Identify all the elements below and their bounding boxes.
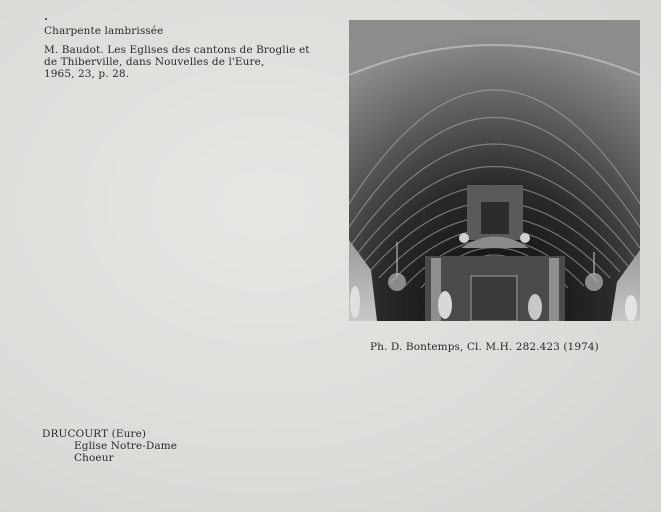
reference-line-2: de Thiberville, dans Nouvelles de l'Eure,	[44, 56, 265, 68]
reference-line-3: 1965, 23, p. 28.	[44, 68, 130, 80]
bullet-mark	[45, 18, 47, 20]
location-building: Eglise Notre-Dame	[74, 440, 178, 452]
reference-line-1: M. Baudot. Les Eglises des cantons de Broglie et	[44, 44, 310, 56]
photo-credit: Ph. D. Bontemps, Cl. M.H. 282.423 (1974)	[370, 341, 599, 353]
record-title: Charpente lambrissée	[44, 25, 164, 37]
ceiling-photo	[349, 20, 640, 321]
ceiling-photo-illustration	[349, 20, 640, 321]
location-part: Choeur	[74, 452, 114, 464]
location-commune: DRUCOURT (Eure)	[42, 428, 147, 440]
